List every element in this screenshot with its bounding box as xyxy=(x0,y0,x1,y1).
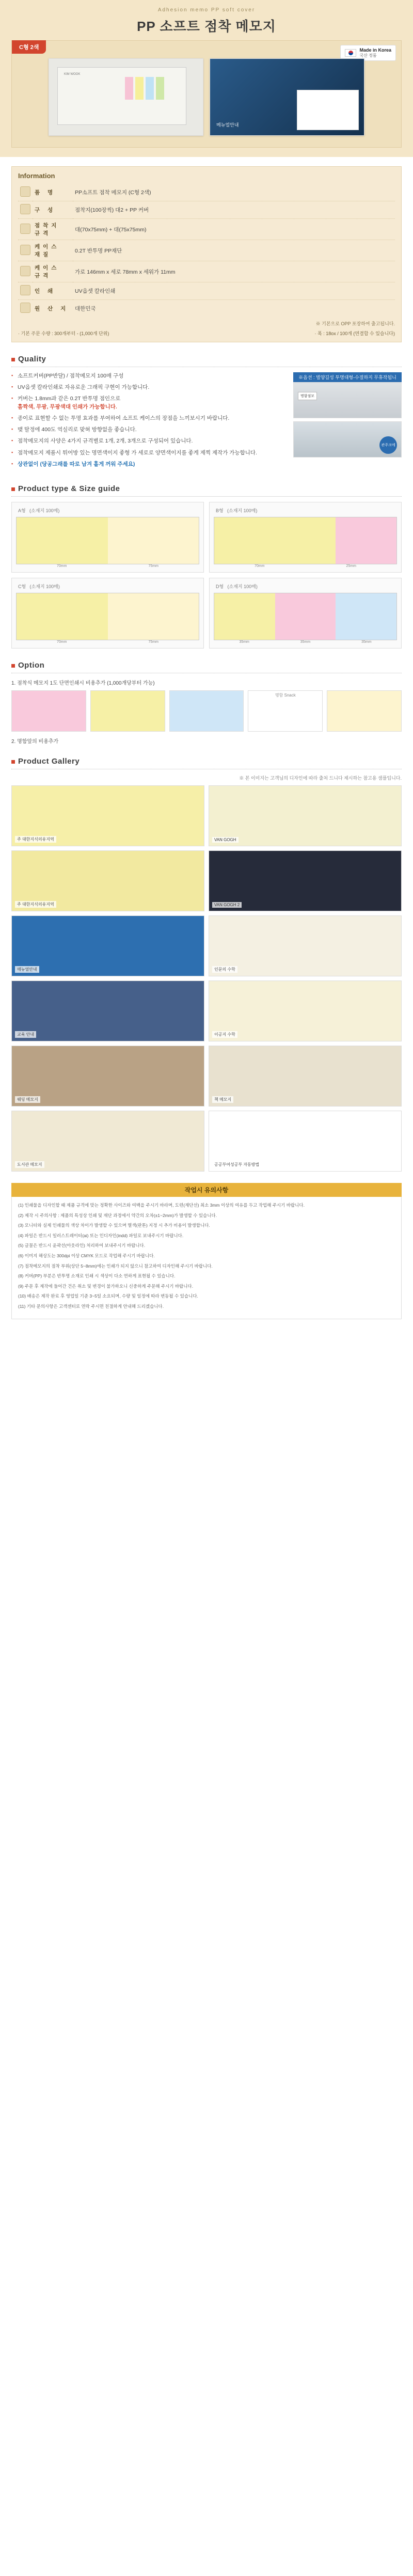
memo-card-logo: KIM WOOK xyxy=(64,73,81,76)
type-c-dims xyxy=(16,640,199,644)
row-icon-cell xyxy=(18,240,33,261)
pane-blue xyxy=(336,593,396,640)
square-bullet-icon xyxy=(11,664,15,668)
notice-paragraph: (5) 글꼴은 반드시 윤곽선(아웃라인) 처리하여 보내주시기 바랍니다. xyxy=(18,1243,146,1249)
gallery-heading-text: Product Gallery xyxy=(18,756,80,766)
pane-yellow xyxy=(214,517,336,564)
option-sample-cream xyxy=(327,690,402,732)
dim-label: 35mm xyxy=(361,640,372,644)
type-d-mock xyxy=(214,593,397,640)
list-item xyxy=(11,395,287,414)
gallery-caption: VAN GOGH 2 xyxy=(212,902,242,908)
quality-item-text: 점착메모지 제품시 튀어방 있는 명면색이지 좋형 가 세로로 양면색이지를 좋게 제찍 제작가 가능합니다. xyxy=(18,449,257,456)
quality-section xyxy=(0,345,413,475)
row-value: 0.2T 반투명 PP재단 xyxy=(73,240,395,261)
option-sample-blue xyxy=(169,690,244,732)
option-sample-caption: 명함 Snack xyxy=(275,692,296,698)
square-bullet-icon xyxy=(11,358,15,361)
row-label: 케이스 규격 xyxy=(33,261,73,282)
korean-flag-icon xyxy=(345,49,356,57)
pane-yellow xyxy=(214,593,275,640)
quality-item-text: 상관없이 (당공그래를 따로 남겨 흩게 꺼워 주세요) xyxy=(18,461,135,467)
type-c-mock xyxy=(16,593,199,640)
dim-label: 35mm xyxy=(300,640,311,644)
memo-tab-green xyxy=(156,77,164,100)
type-a-dims xyxy=(16,564,199,568)
row-label: 품 명 xyxy=(33,184,73,201)
row-icon-cell xyxy=(18,300,33,318)
quality-item-text: 소프트커버(PP반달) / 점착메모지 100매 구성 xyxy=(18,373,124,379)
type-card-d-name: D형 xyxy=(216,583,224,589)
list-item xyxy=(11,415,287,426)
gallery-caption: 매뉴얼안내 xyxy=(15,966,39,973)
quality-item-text: UV옵셋 칼라인쇄로 자유로운 그래픽 구현이 가능합니다. xyxy=(18,384,150,391)
row-icon-cell xyxy=(18,201,33,219)
compose-icon xyxy=(20,204,30,214)
square-bullet-icon xyxy=(11,760,15,764)
quality-item-text: 커버는 1.8mm과 같은 0.2T 반투명 점인으로 xyxy=(18,396,121,402)
list-item xyxy=(11,372,287,384)
option-heading xyxy=(11,661,402,673)
gallery-item[interactable] xyxy=(209,915,402,976)
information-section xyxy=(0,157,413,345)
square-bullet-icon xyxy=(11,487,15,491)
pane-pink xyxy=(275,593,336,640)
gallery-item[interactable] xyxy=(11,785,204,846)
type-card-b xyxy=(209,502,402,573)
type-card-a xyxy=(11,502,204,573)
notice-paragraph: (3) 모니터와 실제 인쇄물의 색상 차이가 발생할 수 있으며 별색(판톤) 지정 시 추가 비용이 발생합니다. xyxy=(18,1223,210,1228)
row-value: UV옵셋 칼라인쇄 xyxy=(73,282,395,300)
notice-paragraph: (9) 주문 후 제작에 들어간 건은 취소 및 변경이 불가하오니 신중하게 주문해 주시기 바랍니다. xyxy=(18,1283,194,1289)
quality-side-caption: ※옵션 : 벌양길성 투명대형-수절하지 무휴작됩니 xyxy=(293,372,402,382)
memo-card-light xyxy=(57,67,186,125)
row-icon-cell xyxy=(18,282,33,300)
type-card-a-name: A형 xyxy=(18,508,26,513)
list-item xyxy=(11,437,287,449)
row-icon-cell xyxy=(18,219,33,240)
pane-yellow xyxy=(17,517,108,564)
row-icon-cell xyxy=(18,261,33,282)
hero-dark-note xyxy=(297,90,359,130)
table-row xyxy=(18,282,395,300)
type-card-b-title xyxy=(214,507,397,514)
notice-paragraph: (11) 기타 문의사항은 고객센터로 연락 주시면 친절하게 안내해 드리겠습니다. xyxy=(18,1303,164,1309)
hero-shot-light xyxy=(49,58,203,136)
type-badge: C형 2색 xyxy=(12,40,46,54)
table-row xyxy=(18,261,395,282)
gallery-caption: 웨딩 메모지 xyxy=(15,1096,40,1103)
option-note-2: 2. 명함앞의 비용추가 xyxy=(11,738,59,745)
origin-value: 대한민국 xyxy=(75,306,96,312)
list-item xyxy=(11,426,287,437)
size-icon xyxy=(20,266,30,276)
page-title: PP 소프트 점착 메모지 xyxy=(137,19,276,34)
dim-label: 70mm xyxy=(57,564,67,568)
option-samples xyxy=(11,690,402,732)
row-label: 인 쇄 xyxy=(33,282,73,300)
type-card-d-sub: (소재지 100매) xyxy=(227,583,258,589)
pane-yellow xyxy=(17,593,108,640)
product-icon xyxy=(20,186,30,197)
quality-image-1 xyxy=(293,382,402,418)
information-table xyxy=(18,184,395,317)
type-b-mock xyxy=(214,517,397,564)
row-value: PP소프트 점착 메모지 (C형 2색) xyxy=(73,184,395,201)
ruler-icon xyxy=(20,224,30,234)
quality-heading xyxy=(11,355,402,367)
row-label: 점착지 규격 xyxy=(33,219,73,240)
table-row xyxy=(18,219,395,240)
gallery-caption: 이공지 수학 xyxy=(212,1031,237,1038)
list-item xyxy=(11,449,287,461)
gallery-item[interactable] xyxy=(209,1111,402,1172)
option-note-1: 1. 점착식 메모지 1도 단면인쇄시 비용추가 (1,000개당부터 가능) xyxy=(11,680,155,686)
dim-label: 75mm xyxy=(148,640,158,644)
dim-label: 35mm xyxy=(239,640,249,644)
min-order-note: · 기본 주문 수량 : 300개부터 - (1,000개 단위) xyxy=(18,331,109,336)
gallery-note: ※ 본 이미지는 고객님의 디자인에 따라 출처 드니다 제시하는 참고용 샘플입니다. xyxy=(239,775,402,781)
dim-label: 70mm xyxy=(255,564,265,568)
table-row xyxy=(18,184,395,201)
notice-paragraph: (8) 커버(PP) 부분은 반투명 소재로 인쇄 시 색상이 다소 연하게 표현될 수 있습니다. xyxy=(18,1273,176,1279)
information-note: ※ 기본으로 OPP 포장하여 출고됩니다. xyxy=(315,321,395,326)
option-sample-yellow xyxy=(90,690,165,732)
hero-shot-dark xyxy=(210,58,364,136)
type-card-a-sub: (소재지 100매) xyxy=(29,508,60,513)
type-card-b-name: B형 xyxy=(216,508,224,513)
table-row xyxy=(18,300,395,318)
product-type-heading-text: Product type & Size guide xyxy=(18,484,120,493)
gallery-item[interactable] xyxy=(209,981,402,1041)
type-card-c-title xyxy=(16,582,199,590)
type-card-c-sub: (소재지 100매) xyxy=(29,583,60,589)
gallery-item[interactable] xyxy=(11,1111,204,1172)
quality-image-2-tag: 관주크에 xyxy=(379,436,397,454)
product-type-cards xyxy=(11,502,402,649)
gallery-caption: 도서관 메모지 xyxy=(15,1161,44,1168)
memo-tab-yellow xyxy=(135,77,144,100)
quality-item-emphasis: 흠짝색, 무광, 무광색대 인쇄가 가능합니다. xyxy=(18,403,117,410)
hero-dark-label: 메뉴얼안내 xyxy=(216,122,239,128)
quality-image-1-tag: 명함점모 xyxy=(298,392,317,400)
quality-heading-text: Quality xyxy=(18,355,46,364)
gallery-item[interactable] xyxy=(11,1046,204,1107)
quality-image-2 xyxy=(293,421,402,457)
type-card-b-sub: (소재지 100매) xyxy=(227,508,258,513)
gallery-caption: 공공부여성공부 자동방법 xyxy=(212,1161,261,1168)
information-box xyxy=(11,166,402,342)
hero-section xyxy=(0,40,413,157)
quality-item-text: 종이로 표현할 수 없는 투명 효과를 부여하여 소프트 케이스의 장점을 느끼보시기 바랍니다. xyxy=(18,415,230,421)
type-a-mock xyxy=(16,517,199,564)
option-sample-pink xyxy=(11,690,86,732)
information-footer xyxy=(18,327,395,337)
notice-paragraph: (6) 이미지 해상도는 300dpi 이상 CMYK 모드로 작업해 주시기 바랍니다. xyxy=(18,1253,155,1258)
list-item xyxy=(11,461,287,472)
page-header xyxy=(0,0,413,40)
pane-cream xyxy=(108,517,199,564)
product-type-section xyxy=(0,475,413,652)
option-sample-white xyxy=(248,690,323,732)
row-label: 케이스 재질 xyxy=(33,240,73,261)
notice-paragraph: (2) 제작 시 주의사항 : 제품의 특성상 인쇄 및 재단 과정에서 약간의 오차(±1~2mm)가 발생할 수 있습니다. xyxy=(18,1212,217,1218)
gallery-item[interactable] xyxy=(11,981,204,1041)
notice-heading: 작업시 유의사항 xyxy=(11,1183,402,1197)
made-in-en: Made in Korea xyxy=(359,48,391,53)
option-heading-text: Option xyxy=(18,660,45,670)
product-type-heading xyxy=(11,484,402,497)
table-row xyxy=(18,240,395,261)
gallery-caption: 교육 안내 xyxy=(15,1031,36,1038)
gallery-item[interactable] xyxy=(209,785,402,846)
row-label: 원 산 지 xyxy=(35,306,69,312)
memo-tab-pink xyxy=(125,77,133,100)
material-icon xyxy=(20,245,30,255)
gallery-caption: 책 메모지 xyxy=(212,1096,233,1103)
type-card-c xyxy=(11,578,204,649)
gallery-item[interactable] xyxy=(11,915,204,976)
hero-product-shots xyxy=(21,58,392,136)
information-heading: Information xyxy=(18,172,55,180)
option-section xyxy=(0,652,413,748)
quality-item-text: 점착메모지의 사양은 4가지 규격별로 1개, 2개, 3개으로 구성되어 있습니다. xyxy=(18,438,193,445)
dim-label: 70mm xyxy=(57,640,67,644)
quality-side-images xyxy=(293,372,402,472)
type-card-d-title xyxy=(214,582,397,590)
pane-pink xyxy=(336,517,396,564)
gallery-heading xyxy=(11,757,402,769)
type-card-c-name: C형 xyxy=(18,583,26,589)
notice-body xyxy=(11,1197,402,1319)
made-in-ko: 국산 정품 xyxy=(359,53,377,58)
gallery-caption: 주 대한지식의유지역 xyxy=(15,901,56,908)
gallery-item[interactable] xyxy=(209,850,402,911)
row-icon-cell xyxy=(18,184,33,201)
gallery-caption: 주 대한지식의유지역 xyxy=(15,836,56,843)
row-value: 점착지(100장씩) 대2 + PP 커버 xyxy=(73,201,395,219)
gallery-section xyxy=(0,748,413,1175)
quality-content xyxy=(11,372,402,472)
dim-label: 25mm xyxy=(346,564,356,568)
list-item xyxy=(11,384,287,395)
quality-item-text: 맺 탈정에 400도 역실리로 맞혀 방향없을 좋습니다. xyxy=(18,426,137,433)
row-label: 구 성 xyxy=(33,201,73,219)
memo-tab-blue xyxy=(146,77,154,100)
made-in-text xyxy=(359,48,391,58)
gallery-grid xyxy=(11,785,402,1172)
type-card-d xyxy=(209,578,402,649)
hero-inner xyxy=(11,40,402,148)
gallery-item[interactable] xyxy=(209,1046,402,1107)
type-card-a-title xyxy=(16,507,199,514)
row-value: 가로 146mm x 세로 78mm x 세워가 11mm xyxy=(73,261,395,282)
type-b-dims xyxy=(214,564,397,568)
notice-paragraph: (7) 점착메모지의 점착 부위(상단 5~8mm)에는 인쇄가 되지 않으니 참고하여 디자인해 주시기 바랍니다. xyxy=(18,1263,213,1269)
row-value: 대(70x75mm) + 대(75x75mm) xyxy=(73,219,395,240)
gallery-caption: VAN GOGH xyxy=(212,837,239,843)
gallery-item[interactable] xyxy=(11,850,204,911)
packing-note: · 폭 : 18ox / 100개 (면결합 수 있습니다) xyxy=(314,331,395,336)
row-value xyxy=(73,300,395,318)
dim-label: 75mm xyxy=(148,564,158,568)
quality-list xyxy=(11,372,287,472)
notice-paragraph: (1) 인쇄물을 디자인할 때 제품 규격에 맞는 정확한 사이즈와 여백을 주시기 바라며, 도련(재단선) 최소 3mm 이상의 여유를 두고 작업해 주시기 바랍니다. xyxy=(18,1202,305,1208)
print-icon xyxy=(20,285,30,295)
origin-icon xyxy=(20,303,30,313)
notice-paragraph: (4) 파일은 반드시 일러스트레이터(ai) 또는 인디자인(indd) 파일로 보내주시기 바랍니다. xyxy=(18,1232,184,1238)
table-row xyxy=(18,201,395,219)
notice-paragraph: (10) 배송은 제작 완료 후 영업일 기준 3~5일 소요되며, 수량 및 일정에 따라 변동될 수 있습니다. xyxy=(18,1293,198,1299)
gallery-caption: 인문의 수학 xyxy=(212,966,237,973)
type-d-dims xyxy=(214,640,397,644)
pane-cream xyxy=(108,593,199,640)
header-eyebrow: Adhesion memo PP soft cover xyxy=(157,7,256,13)
